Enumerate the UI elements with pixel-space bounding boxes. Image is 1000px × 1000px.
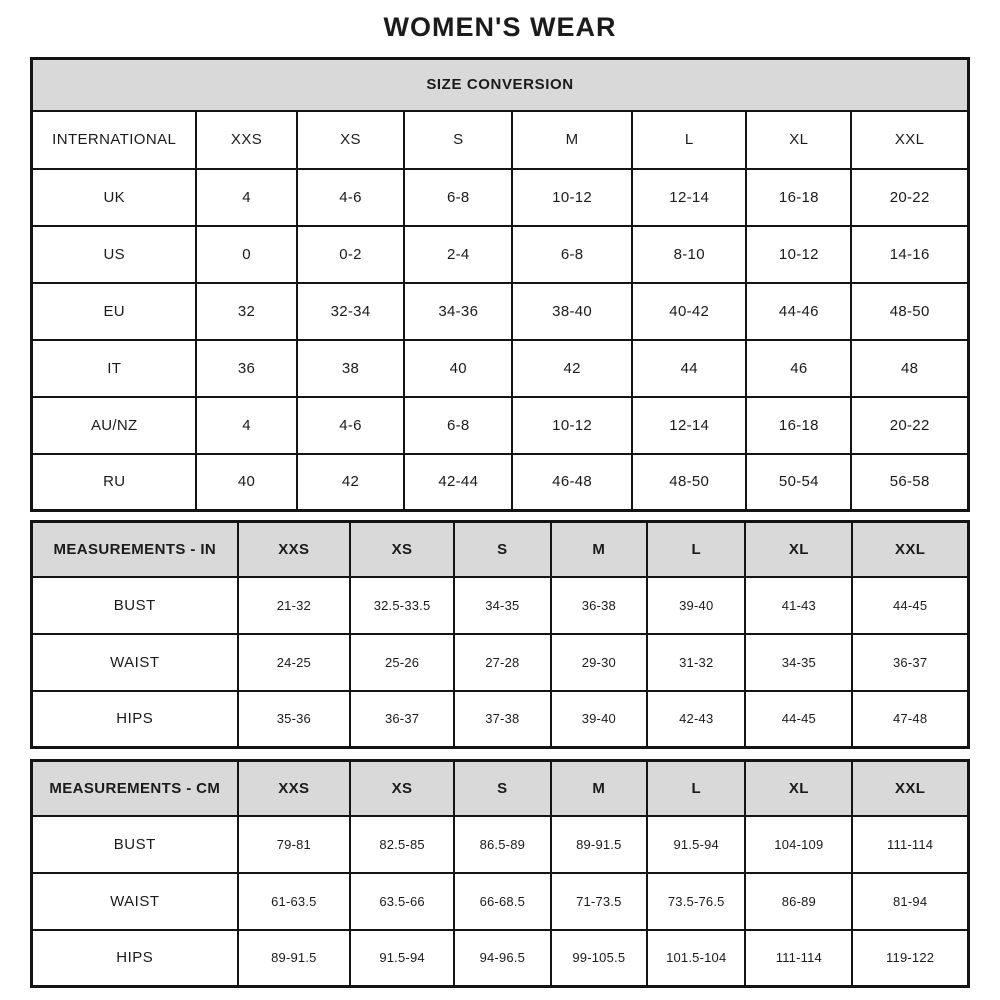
size-cell: 48 bbox=[851, 340, 968, 397]
row-label: AU/NZ bbox=[32, 397, 197, 454]
size-cell: 8-10 bbox=[632, 226, 746, 283]
size-cell: 10-12 bbox=[512, 169, 632, 226]
size-cell: 48-50 bbox=[851, 283, 968, 340]
column-header: XXS bbox=[238, 522, 350, 577]
size-cell: 20-22 bbox=[851, 397, 968, 454]
measurement-cell: 42-43 bbox=[647, 691, 745, 748]
column-header: XS bbox=[350, 522, 454, 577]
measurements-in-table bbox=[30, 520, 970, 749]
table-row bbox=[32, 577, 969, 634]
measurement-cell: 27-28 bbox=[454, 634, 551, 691]
column-header: XXL bbox=[852, 522, 968, 577]
column-header: XXS bbox=[238, 761, 350, 816]
measurement-cell: 31-32 bbox=[647, 634, 745, 691]
table-row bbox=[32, 873, 969, 930]
size-cell: 50-54 bbox=[746, 454, 851, 511]
measurement-cell: 21-32 bbox=[238, 577, 350, 634]
size-cell: 2-4 bbox=[404, 226, 512, 283]
measurement-cell: 39-40 bbox=[647, 577, 745, 634]
measurement-cell: 71-73.5 bbox=[551, 873, 648, 930]
table-row bbox=[32, 691, 969, 748]
size-cell: 12-14 bbox=[632, 169, 746, 226]
size-cell: 16-18 bbox=[746, 169, 851, 226]
measurement-cell: 63.5-66 bbox=[350, 873, 454, 930]
measurement-cell: 119-122 bbox=[852, 930, 968, 987]
column-header: XXL bbox=[851, 111, 968, 169]
column-header: L bbox=[647, 761, 745, 816]
measurements-in-header-row bbox=[32, 522, 969, 577]
size-cell: 46 bbox=[746, 340, 851, 397]
measurement-cell: 34-35 bbox=[454, 577, 551, 634]
measurements-cm-header-row bbox=[32, 761, 969, 816]
row-label: US bbox=[32, 226, 197, 283]
page-title: WOMEN'S WEAR bbox=[383, 12, 617, 42]
measurement-cell: 66-68.5 bbox=[454, 873, 551, 930]
measurement-cell: 73.5-76.5 bbox=[647, 873, 745, 930]
size-cell: 6-8 bbox=[512, 226, 632, 283]
measurements-cm-title: MEASUREMENTS - CM bbox=[32, 761, 238, 816]
column-header: S bbox=[454, 761, 551, 816]
size-cell: 36 bbox=[196, 340, 296, 397]
row-label: UK bbox=[32, 169, 197, 226]
size-cell: 6-8 bbox=[404, 169, 512, 226]
measurement-cell: 86-89 bbox=[745, 873, 852, 930]
column-header: XXL bbox=[852, 761, 968, 816]
size-cell: 34-36 bbox=[404, 283, 512, 340]
column-header: XS bbox=[297, 111, 405, 169]
measurement-cell: 81-94 bbox=[852, 873, 968, 930]
size-cell: 38 bbox=[297, 340, 405, 397]
size-conversion-title: SIZE CONVERSION bbox=[32, 59, 969, 111]
measurement-cell: 29-30 bbox=[551, 634, 648, 691]
measurement-cell: 104-109 bbox=[745, 816, 852, 873]
size-cell: 42 bbox=[297, 454, 405, 511]
size-cell: 44-46 bbox=[746, 283, 851, 340]
size-cell: 32-34 bbox=[297, 283, 405, 340]
measurement-cell: 91.5-94 bbox=[350, 930, 454, 987]
size-cell: 4 bbox=[196, 169, 296, 226]
size-cell: 56-58 bbox=[851, 454, 968, 511]
column-header: S bbox=[454, 522, 551, 577]
measurement-cell: 91.5-94 bbox=[647, 816, 745, 873]
measurement-cell: 94-96.5 bbox=[454, 930, 551, 987]
size-cell: 48-50 bbox=[632, 454, 746, 511]
column-header: XL bbox=[745, 522, 852, 577]
size-cell: 40-42 bbox=[632, 283, 746, 340]
column-header: INTERNATIONAL bbox=[32, 111, 197, 169]
measurement-cell: 32.5-33.5 bbox=[350, 577, 454, 634]
size-cell: 32 bbox=[196, 283, 296, 340]
row-label: HIPS bbox=[32, 930, 238, 987]
table-row bbox=[32, 816, 969, 873]
measurement-cell: 101.5-104 bbox=[647, 930, 745, 987]
row-label: WAIST bbox=[32, 873, 238, 930]
measurement-cell: 111-114 bbox=[745, 930, 852, 987]
table-row bbox=[32, 226, 969, 283]
column-header: XXS bbox=[196, 111, 296, 169]
size-cell: 20-22 bbox=[851, 169, 968, 226]
table-row bbox=[32, 634, 969, 691]
row-label: HIPS bbox=[32, 691, 238, 748]
table-row bbox=[32, 454, 969, 511]
row-label: BUST bbox=[32, 577, 238, 634]
measurement-cell: 36-38 bbox=[551, 577, 648, 634]
size-conversion-table bbox=[30, 57, 970, 512]
measurement-cell: 36-37 bbox=[852, 634, 968, 691]
row-label: RU bbox=[32, 454, 197, 511]
measurement-cell: 44-45 bbox=[852, 577, 968, 634]
table-row bbox=[32, 930, 969, 987]
size-cell: 16-18 bbox=[746, 397, 851, 454]
measurement-cell: 41-43 bbox=[745, 577, 852, 634]
size-cell: 46-48 bbox=[512, 454, 632, 511]
row-label: EU bbox=[32, 283, 197, 340]
table-row bbox=[32, 169, 969, 226]
measurement-cell: 44-45 bbox=[745, 691, 852, 748]
size-cell: 4-6 bbox=[297, 397, 405, 454]
size-conversion-header-row bbox=[32, 111, 969, 169]
size-cell: 42-44 bbox=[404, 454, 512, 511]
column-header: M bbox=[551, 522, 648, 577]
size-cell: 14-16 bbox=[851, 226, 968, 283]
column-header: M bbox=[551, 761, 648, 816]
size-cell: 44 bbox=[632, 340, 746, 397]
measurement-cell: 39-40 bbox=[551, 691, 648, 748]
measurement-cell: 47-48 bbox=[852, 691, 968, 748]
measurement-cell: 79-81 bbox=[238, 816, 350, 873]
table-row bbox=[32, 397, 969, 454]
row-label: BUST bbox=[32, 816, 238, 873]
column-header: S bbox=[404, 111, 512, 169]
measurements-cm-table bbox=[30, 759, 970, 988]
measurement-cell: 37-38 bbox=[454, 691, 551, 748]
column-header: M bbox=[512, 111, 632, 169]
size-cell: 4 bbox=[196, 397, 296, 454]
measurement-cell: 24-25 bbox=[238, 634, 350, 691]
measurement-cell: 99-105.5 bbox=[551, 930, 648, 987]
column-header: L bbox=[632, 111, 746, 169]
measurement-cell: 111-114 bbox=[852, 816, 968, 873]
column-header: L bbox=[647, 522, 745, 577]
row-label: WAIST bbox=[32, 634, 238, 691]
measurement-cell: 89-91.5 bbox=[238, 930, 350, 987]
size-cell: 10-12 bbox=[512, 397, 632, 454]
table-row bbox=[32, 283, 969, 340]
measurements-in-title: MEASUREMENTS - IN bbox=[32, 522, 238, 577]
size-cell: 0 bbox=[196, 226, 296, 283]
size-cell: 6-8 bbox=[404, 397, 512, 454]
size-cell: 4-6 bbox=[297, 169, 405, 226]
column-header: XL bbox=[745, 761, 852, 816]
measurement-cell: 35-36 bbox=[238, 691, 350, 748]
size-cell: 40 bbox=[404, 340, 512, 397]
size-cell: 42 bbox=[512, 340, 632, 397]
measurement-cell: 61-63.5 bbox=[238, 873, 350, 930]
measurement-cell: 86.5-89 bbox=[454, 816, 551, 873]
size-cell: 40 bbox=[196, 454, 296, 511]
measurement-cell: 82.5-85 bbox=[350, 816, 454, 873]
measurement-cell: 89-91.5 bbox=[551, 816, 648, 873]
table-row bbox=[32, 340, 969, 397]
size-cell: 12-14 bbox=[632, 397, 746, 454]
measurement-cell: 34-35 bbox=[745, 634, 852, 691]
measurement-cell: 36-37 bbox=[350, 691, 454, 748]
size-cell: 10-12 bbox=[746, 226, 851, 283]
size-cell: 0-2 bbox=[297, 226, 405, 283]
size-cell: 38-40 bbox=[512, 283, 632, 340]
measurement-cell: 25-26 bbox=[350, 634, 454, 691]
row-label: IT bbox=[32, 340, 197, 397]
table-caption-row bbox=[32, 59, 969, 111]
column-header: XL bbox=[746, 111, 851, 169]
column-header: XS bbox=[350, 761, 454, 816]
